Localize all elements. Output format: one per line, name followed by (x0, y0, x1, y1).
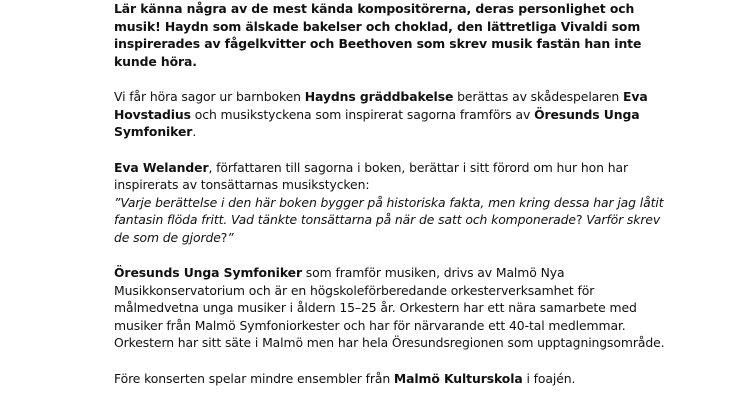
p5-text-a: Före konserten spelar mindre ensembler från (114, 370, 394, 386)
storytelling-paragraph (114, 88, 674, 141)
author-paragraph (114, 159, 674, 247)
p5-text-b: i foajén. (522, 370, 576, 386)
quote-question-mark-1: ? (575, 212, 587, 227)
quote-part-b: Varför skrev de som de gjorde (114, 212, 661, 245)
actor-name: Eva Hovstadius (114, 89, 648, 122)
intro-paragraph (114, 0, 674, 70)
foyer-paragraph (114, 370, 674, 388)
quote-end: ” (227, 229, 234, 245)
intro-text: Lär känna några av de mest kända kompositörerna, deras personlighet och musik! Haydn som älskade bakelser och choklad, den lättretliga Vivaldi som inspirerades av fågelkvitter och Beethoven som skrev musik fastän han inte kunde höra. (114, 1, 642, 69)
quote-part-a: ”Varje berättelse i den här boken bygger på historiska fakta, men kring dessa har jag låtit fantasin flöda fritt. Vad tänkte tonsättarna på när de satt och komponerade (114, 194, 664, 227)
p4-text: som framför musiken, drivs av Malmö Nya Musikkonservatorium och är en högskoleförberedande orkesterverksamhet för målmedvetna unga musiker i åldern 15–25 år. Orkestern har ett nära samarbete med musiker från Malmö Symfoniorkester och har för närvarande ett 40-tal medlemmar. Orkestern har sitt säte i Malmö men har hela Öresundsregionen som upptagningsområde. (114, 265, 665, 350)
p2-text-b: berättas av skådespelaren (453, 89, 623, 104)
book-title: Haydns gräddbakelse (304, 89, 454, 104)
author-name: Eva Welander (114, 159, 209, 175)
press-release-body (114, 0, 674, 387)
quote-question-mark-2: ? (220, 229, 228, 245)
p2-text-a: Vi får höra sagor ur barnboken (114, 89, 305, 104)
orchestra-paragraph (114, 264, 674, 352)
orchestra-name-2: Öresunds Unga Symfoniker (114, 265, 302, 280)
orchestra-name: Öresunds Unga Symfoniker (114, 106, 640, 139)
school-name: Malmö Kulturskola (393, 370, 523, 386)
p2-text-c: och musikstyckena som inspirerat sagorna framförs av (190, 106, 535, 122)
p3-text-a: , författaren till sagorna i boken, berättar i sitt förord om hur hon har inspirerats av tonsättarnas musikstycken: (114, 159, 628, 192)
p2-text-d: . (192, 124, 197, 139)
